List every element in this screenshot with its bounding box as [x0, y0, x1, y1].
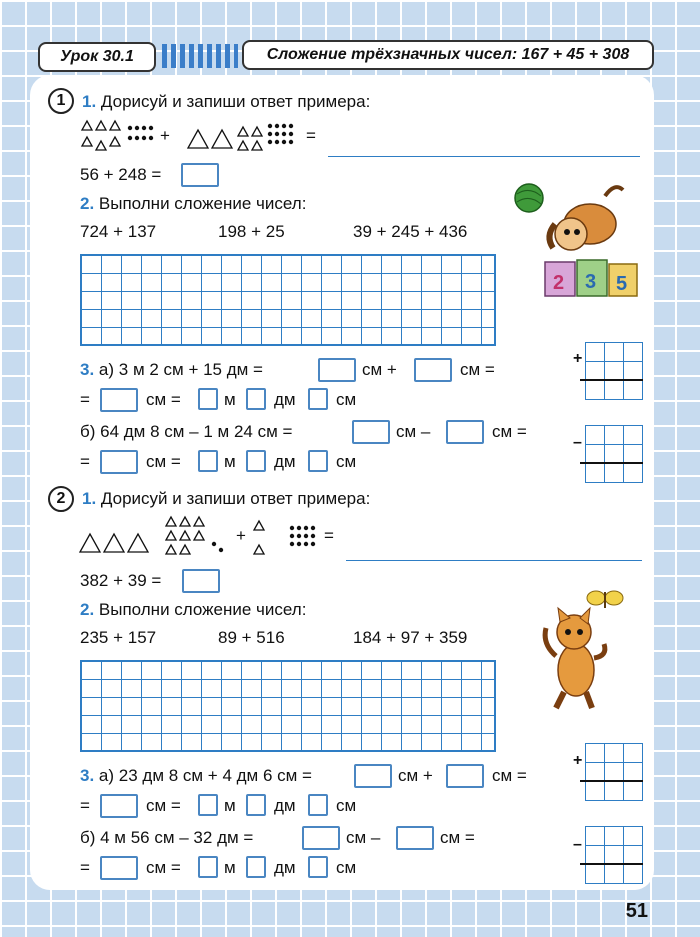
s1-a-sm2: см [336, 390, 357, 409]
s1-col-grid-add[interactable] [585, 342, 643, 400]
s1-b-box3[interactable] [100, 450, 138, 474]
page-number: 51 [625, 900, 648, 922]
s1-task2-text: Выполни сложение чисел: [98, 194, 307, 213]
butterfly-icon [587, 591, 623, 608]
s2-plus-sign: + [236, 526, 246, 545]
s1-b-sm2: см [336, 452, 357, 471]
s2-task2-title [80, 600, 306, 620]
s1-task2-ex3: 39 + 245 + 436 [353, 222, 468, 241]
s1-b-dm-box[interactable] [246, 450, 266, 472]
s2-task2-ex2: 89 + 516 [218, 628, 285, 647]
s1-example: 56 + 248 = [80, 165, 162, 184]
s2-a-mid: см + [398, 766, 433, 785]
s2-col-plus: + [573, 752, 583, 769]
s1-task1-text: Дорисуй и запиши ответ примера: [100, 92, 371, 111]
s2-task3-a-left [80, 766, 312, 786]
s1-task3-num: 3. [80, 360, 95, 379]
s1-task2-ex2: 198 + 25 [218, 222, 285, 241]
s2-b-dm-box[interactable] [246, 856, 266, 878]
s1-col-plus: + [573, 350, 583, 367]
s2-task2-text: Выполни сложение чисел: [98, 600, 307, 619]
s2-b-box3[interactable] [100, 856, 138, 880]
header-stripes [162, 44, 238, 68]
s1-a-box1[interactable] [318, 358, 356, 382]
s1-col-bar-add [580, 379, 643, 381]
s1-a-row2-eq: = [80, 390, 90, 409]
s1-answer-line[interactable] [328, 156, 640, 157]
s2-a-end: см = [492, 766, 527, 785]
s2-b-m-box[interactable] [198, 856, 218, 878]
s2-writing-grid[interactable] [80, 660, 496, 752]
lesson-badge [38, 42, 156, 72]
s2-b-sm-box[interactable] [308, 856, 328, 878]
s2-col-bar-sub [580, 863, 643, 865]
s1-b-sm: см = [146, 452, 181, 471]
s1-example-answer-box[interactable] [181, 163, 219, 187]
s1-equals-sign: = [306, 126, 316, 145]
s2-a-sm: см = [146, 796, 181, 815]
s1-a-dm-box[interactable] [246, 388, 266, 410]
s1-figures [80, 118, 330, 158]
s2-col-grid-add[interactable] [585, 743, 643, 801]
s2-task2-ex3: 184 + 97 + 359 [353, 628, 468, 647]
lesson-label: Урок 30.1 [60, 48, 134, 65]
cube-5-label: 5 [616, 273, 628, 295]
s2-task2-ex1: 235 + 157 [80, 628, 157, 647]
s2-a-dm: дм [274, 796, 296, 815]
s1-a-m: м [224, 390, 236, 409]
s2-a-box1[interactable] [354, 764, 392, 788]
s1-a-sm-box[interactable] [308, 388, 328, 410]
s2-b-sm2: см [336, 858, 357, 877]
s1-writing-grid[interactable] [80, 254, 496, 346]
section-1-number: 1 [56, 92, 66, 109]
s2-b-box2[interactable] [396, 826, 434, 850]
s2-a-box2[interactable] [446, 764, 484, 788]
s1-task1-title [82, 92, 370, 112]
s2-b-dm: дм [274, 858, 296, 877]
s2-task1-text: Дорисуй и запиши ответ примера: [100, 489, 371, 508]
s2-b-box1[interactable] [302, 826, 340, 850]
s1-task1-num: 1. [82, 92, 97, 111]
s2-a-dm-box[interactable] [246, 794, 266, 816]
s1-task2-num: 2. [80, 194, 95, 213]
s1-task2-title [80, 194, 306, 214]
s2-a-sm-box[interactable] [308, 794, 328, 816]
topic-label: Сложение трёхзначных чисел: 167 + 45 + 308 [266, 46, 630, 63]
s1-b-sm-box[interactable] [308, 450, 328, 472]
s1-col-grid-sub[interactable] [585, 425, 643, 483]
s2-b-end: см = [440, 828, 475, 847]
s1-b-dm: дм [274, 452, 296, 471]
section-1-badge [48, 88, 74, 114]
s2-answer-line[interactable] [346, 560, 642, 561]
s2-equals-sign: = [324, 526, 334, 545]
s1-b-m-box[interactable] [198, 450, 218, 472]
section-2-number: 2 [56, 490, 66, 507]
s2-a-row2-eq: = [80, 796, 90, 815]
s2-task1-title [82, 489, 370, 509]
s2-col-grid-sub[interactable] [585, 826, 643, 884]
s1-a-dm: дм [274, 390, 296, 409]
s2-col-minus: – [573, 836, 582, 853]
s2-a-m: м [224, 796, 236, 815]
s1-b-box1[interactable] [352, 420, 390, 444]
s1-a-end: см = [460, 360, 495, 379]
s1-b-mid: см – [396, 422, 431, 441]
s2-a-sm2: см [336, 796, 357, 815]
s2-a-box3[interactable] [100, 794, 138, 818]
s2-b-row2-eq: = [80, 858, 90, 877]
s2-task3-a-text: а) 23 дм 8 см + 4 дм 6 см = [98, 766, 312, 785]
s1-b-end: см = [492, 422, 527, 441]
s2-task3-num: 3. [80, 766, 95, 785]
s2-col-bar-add [580, 780, 643, 782]
s1-a-box2[interactable] [414, 358, 452, 382]
cube-3-label: 3 [585, 271, 597, 293]
s2-task2-num: 2. [80, 600, 95, 619]
topic-badge [242, 40, 654, 70]
s1-col-minus: – [573, 434, 582, 451]
s2-example: 382 + 39 = [80, 571, 162, 590]
s1-task2-ex1: 724 + 137 [80, 222, 157, 241]
s1-a-mid: см + [362, 360, 397, 379]
section-2-badge [48, 486, 74, 512]
s1-a-m-box[interactable] [198, 388, 218, 410]
s1-task3-a-text: а) 3 м 2 см + 15 дм = [98, 360, 263, 379]
cube-2-label: 2 [553, 272, 565, 294]
s2-a-m-box[interactable] [198, 794, 218, 816]
s1-b-m: м [224, 452, 236, 471]
s1-b-box2[interactable] [446, 420, 484, 444]
s2-b-sm: см = [146, 858, 181, 877]
s1-a-box3[interactable] [100, 388, 138, 412]
s1-task3-a-left [80, 360, 263, 380]
s1-b-row2-eq: = [80, 452, 90, 471]
s1-col-bar-sub [580, 462, 643, 464]
s2-figures [78, 512, 338, 560]
s2-b-m: м [224, 858, 236, 877]
s2-b-mid: см – [346, 828, 381, 847]
cat-illustration [530, 586, 634, 714]
dog-illustration [505, 176, 645, 306]
s2-task1-num: 1. [82, 489, 97, 508]
s1-a-sm: см = [146, 390, 181, 409]
s1-b-left: б) 64 дм 8 см – 1 м 24 см = [80, 422, 293, 441]
s2-example-answer-box[interactable] [182, 569, 220, 593]
s2-b-left: б) 4 м 56 см – 32 дм = [80, 828, 254, 847]
s1-plus-sign: + [160, 126, 170, 145]
